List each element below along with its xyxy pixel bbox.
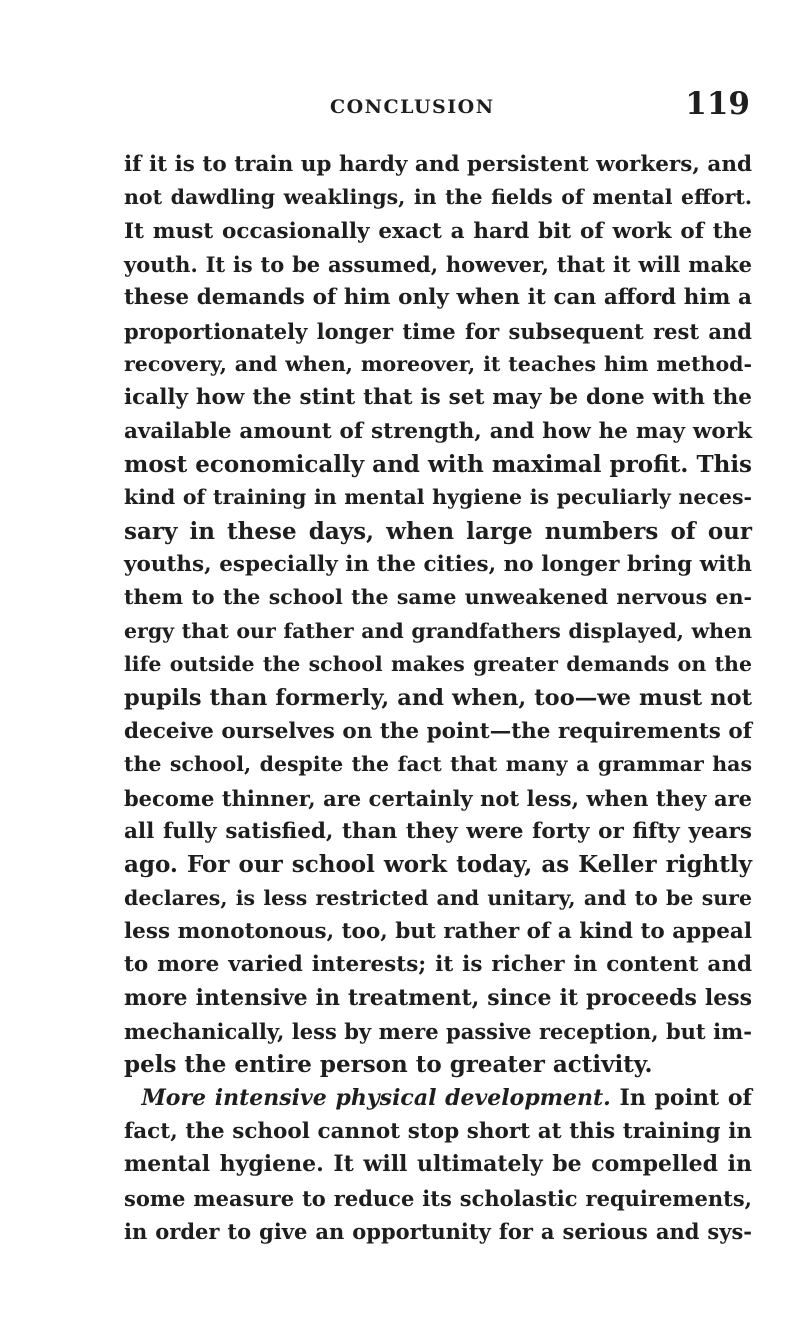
text-line: mental hygiene. It will ultimately be compelled in (124, 1151, 752, 1178)
text-line: available amount of strength, and how he may work (124, 418, 752, 444)
text-line: fact, the school cannot stop short at this training in (124, 1118, 752, 1144)
text-line: ergy that our father and grandfathers displayed, when (124, 618, 752, 643)
text-line: declares, is less restricted and unitary, and to be sure (124, 885, 752, 910)
text-line: not dawdling weaklings, in the fields of mental effort. (124, 185, 752, 210)
text-line: pupils than formerly, and when, too—we must not (124, 684, 752, 711)
text-line: deceive ourselves on the point—the requirements of (124, 718, 752, 744)
text-line: become thinner, are certainly not less, when they are (124, 785, 752, 811)
text-line: in order to give an opportunity for a serious and sys- (124, 1219, 752, 1244)
text-line: to more varied interests; it is richer in content and (124, 952, 752, 978)
text-line: mechanically, less by mere passive reception, but im- (124, 1018, 752, 1044)
text-line: youth. It is to be assumed, however, that it will make (124, 252, 752, 278)
text-line: pels the entire person to greater activity. (124, 1051, 653, 1079)
running-title: CONCLUSION (330, 96, 495, 118)
text-line: recovery, and when, moreover, it teaches him method- (124, 352, 752, 377)
body-text (124, 148, 752, 1248)
running-header (120, 86, 750, 126)
side-heading: More intensive physical development. (141, 1084, 611, 1111)
text-fragment: In point of (619, 1084, 752, 1111)
text-line: life outside the school makes greater demands on the (124, 652, 752, 677)
paragraph-opening-line (124, 1082, 752, 1115)
text-line: if it is to train up hardy and persistent workers, and (124, 152, 752, 177)
text-line: the school, despite the fact that many a grammar has (124, 752, 752, 777)
text-line: these demands of him only when it can afford him a (124, 285, 752, 311)
text-line: proportionately longer time for subsequent rest and (124, 318, 752, 344)
page-number: 119 (685, 86, 750, 122)
text-line: youths, especially in the cities, no longer bring with (124, 552, 752, 578)
text-line: It must occasionally exact a hard bit of work of the (124, 218, 752, 244)
text-line: ago. For our school work today, as Keller rightly (124, 851, 752, 879)
text-line: sary in these days, when large numbers of our (124, 517, 752, 545)
text-line: some measure to reduce its scholastic requirements, (124, 1185, 752, 1211)
text-line: less monotonous, too, but rather of a kind to appeal (124, 918, 752, 944)
text-line: ically how the stint that is set may be done with the (124, 385, 752, 411)
text-line: most economically and with maximal profit. This (124, 451, 752, 479)
text-line: kind of training in mental hygiene is peculiarly neces- (124, 485, 752, 510)
text-line: more intensive in treatment, since it proceeds less (124, 984, 752, 1011)
text-line: them to the school the same unweakened nervous en- (124, 585, 752, 610)
text-line: all fully satisfied, than they were forty or fifty years (124, 818, 752, 844)
